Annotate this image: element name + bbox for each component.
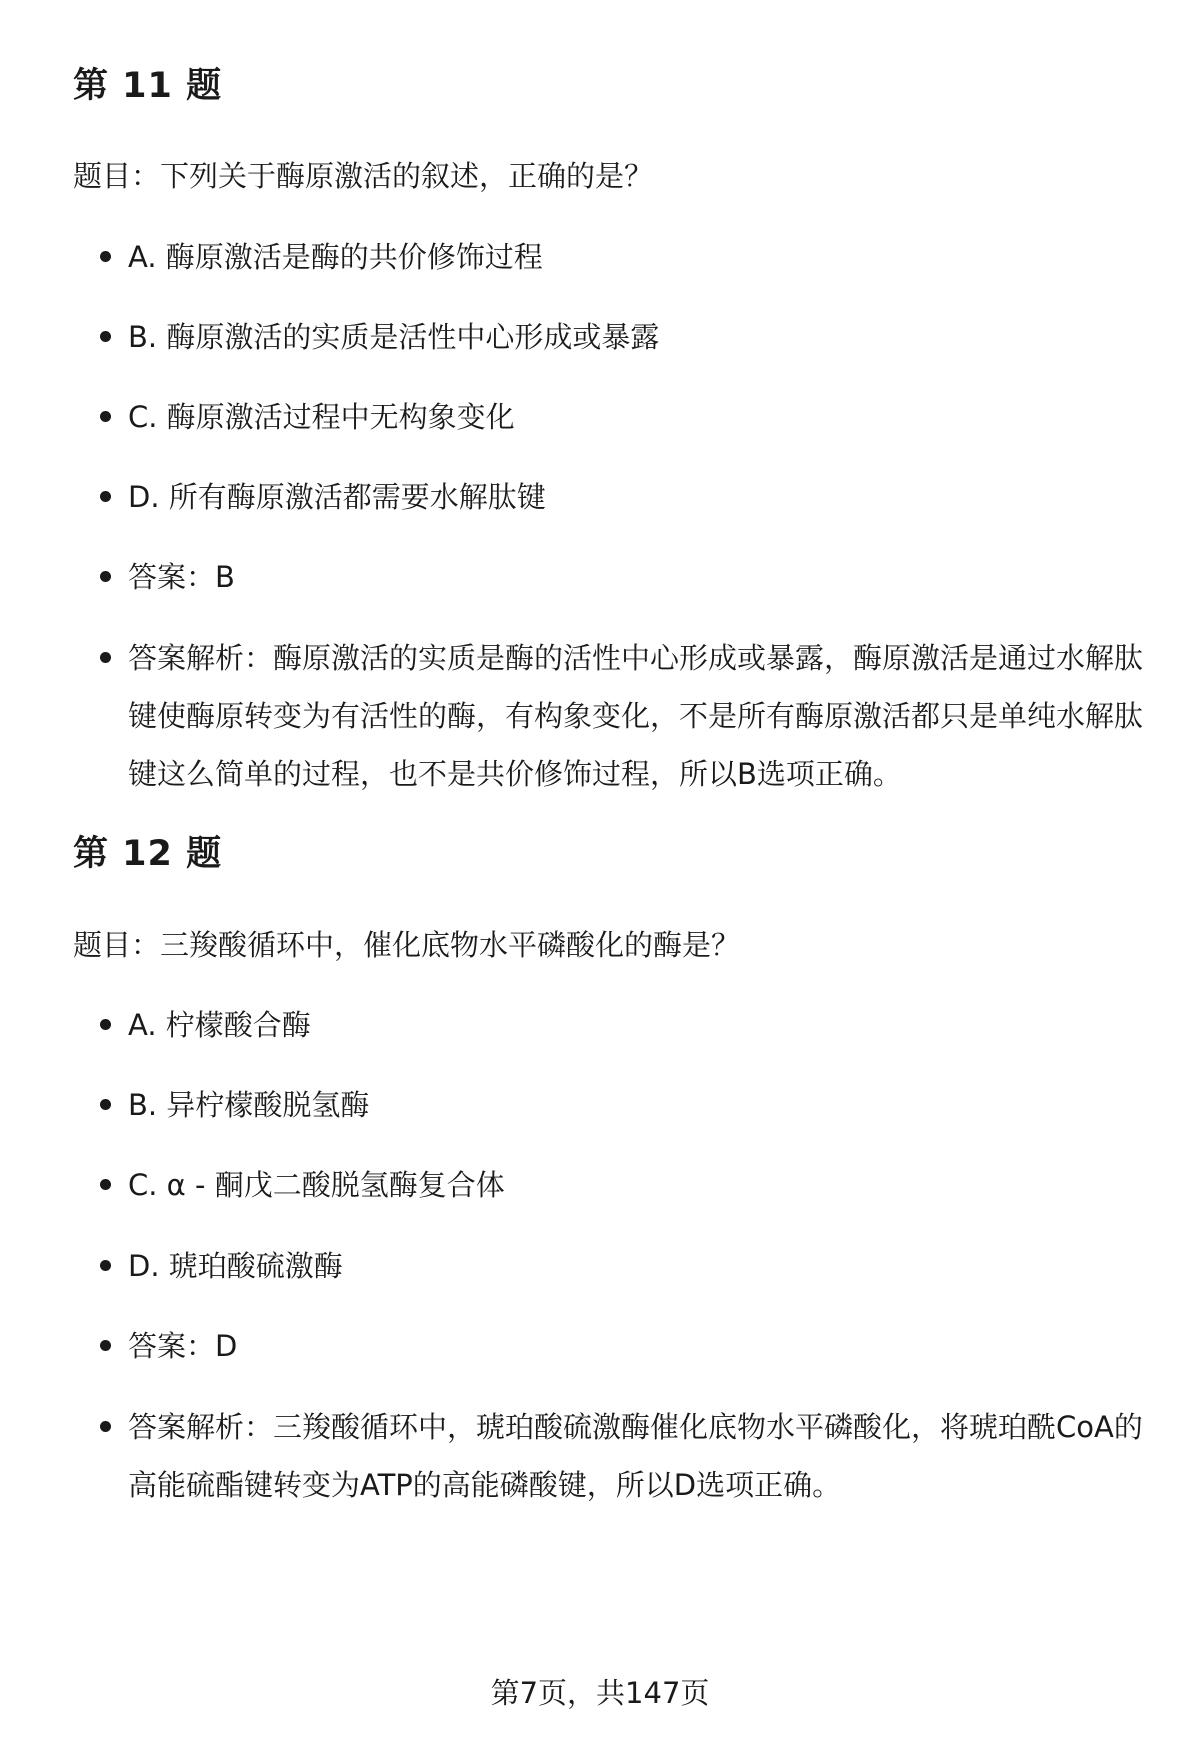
question-heading: 第 12 题 (73, 834, 223, 874)
bullet-icon (100, 331, 111, 342)
option-d: D. 琥珀酸硫激酶 (128, 1249, 343, 1283)
bullet-icon (100, 1099, 111, 1110)
bullet-icon (100, 1179, 111, 1190)
option-d: D. 所有酶原激活都需要水解肽键 (128, 480, 546, 514)
bullet-icon (100, 571, 111, 582)
bullet-icon (100, 1340, 111, 1351)
question-stem: 题目：三羧酸循环中，催化底物水平磷酸化的酶是？ (73, 928, 741, 962)
option-b: B. 酶原激活的实质是活性中心形成或暴露 (128, 320, 660, 354)
question-stem: 题目：下列关于酶原激活的叙述，正确的是？ (73, 159, 654, 193)
option-a: A. 柠檬酸合酶 (128, 1008, 311, 1042)
bullet-icon (100, 1260, 111, 1271)
option-c: C. α - 酮戊二酸脱氢酶复合体 (128, 1168, 505, 1202)
page-number: 第7页，共147页 (490, 1676, 710, 1710)
answer-explanation: 答案解析：酶原激活的实质是酶的活性中心形成或暴露，酶原激活是通过水解肽键使酶原转变为有活性的酶，有构象变化，不是所有酶原激活都只是单纯水解肽键这么简单的过程，也不是共价修饰过程，所以B选项正确。 (128, 641, 1144, 791)
question-heading: 第 11 题 (73, 66, 223, 106)
answer: 答案：B (128, 560, 235, 594)
answer: 答案：D (128, 1329, 238, 1363)
option-c: C. 酶原激活过程中无构象变化 (128, 400, 515, 434)
bullet-icon (100, 1421, 111, 1432)
option-b: B. 异柠檬酸脱氢酶 (128, 1088, 370, 1122)
bullet-icon (100, 251, 111, 262)
answer-explanation: 答案解析：三羧酸循环中，琥珀酸硫激酶催化底物水平磷酸化，将琥珀酰CoA的高能硫酯键转变为ATP的高能磷酸键，所以D选项正确。 (128, 1410, 1143, 1502)
bullet-icon (100, 1019, 111, 1030)
bullet-icon (100, 411, 111, 422)
option-a: A. 酶原激活是酶的共价修饰过程 (128, 240, 543, 274)
bullet-icon (100, 491, 111, 502)
bullet-icon (100, 652, 111, 663)
